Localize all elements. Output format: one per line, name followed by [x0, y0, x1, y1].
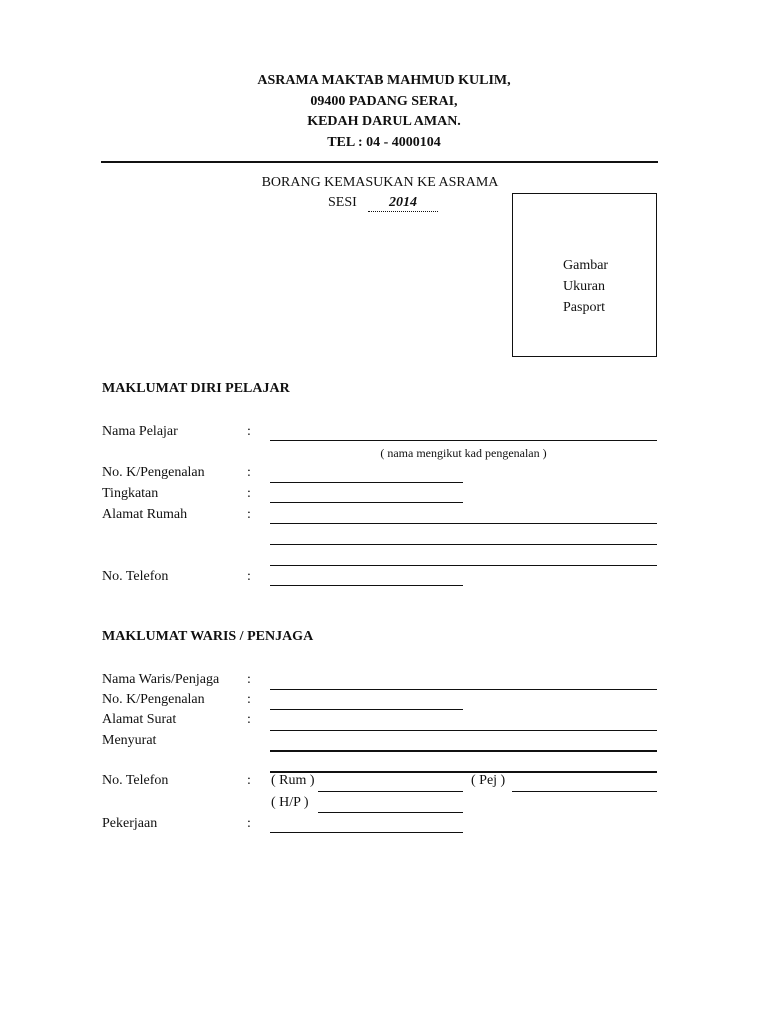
colon: :	[247, 569, 251, 584]
guardian-name-field[interactable]	[270, 689, 657, 690]
session-label: SESI	[328, 195, 357, 210]
session-value[interactable]: 2014	[368, 195, 438, 212]
student-name-hint: ( nama mengikut kad pengenalan )	[380, 446, 547, 460]
student-ic-label: No. K/Pengenalan	[102, 465, 205, 480]
student-phone-label: No. Telefon	[102, 569, 169, 584]
mobile-phone-label: ( H/P )	[271, 795, 309, 810]
photo-box-label-2: Ukuran	[563, 279, 605, 294]
colon: :	[247, 507, 251, 522]
colon: :	[247, 692, 251, 707]
guardian-address-field-2[interactable]	[270, 750, 657, 752]
guardian-address-field-3[interactable]	[270, 771, 657, 773]
student-name-label: Nama Pelajar	[102, 424, 178, 439]
photo-box-label-1: Gambar	[563, 258, 609, 273]
guardian-job-label: Pekerjaan	[102, 816, 158, 831]
colon: :	[247, 816, 251, 831]
colon: :	[247, 672, 251, 687]
school-name: ASRAMA MAKTAB MAHMUD KULIM,	[257, 73, 511, 88]
student-form-label: Tingkatan	[102, 486, 159, 501]
student-form-field[interactable]	[270, 502, 463, 503]
address-line-state: KEDAH DARUL AMAN.	[307, 114, 461, 129]
guardian-address-label-cont: Menyurat	[102, 733, 157, 748]
student-address-label: Alamat Rumah	[102, 507, 188, 522]
colon: :	[247, 486, 251, 501]
passport-photo-box	[512, 193, 657, 357]
office-phone-field[interactable]	[512, 791, 657, 792]
form-title: BORANG KEMASUKAN KE ASRAMA	[261, 175, 499, 190]
colon: :	[247, 773, 251, 788]
student-name-field[interactable]	[270, 440, 657, 441]
telephone-line: TEL : 04 - 4000104	[327, 135, 441, 150]
guardian-ic-field[interactable]	[270, 709, 463, 710]
colon: :	[247, 712, 251, 727]
student-ic-field[interactable]	[270, 482, 463, 483]
colon: :	[247, 424, 251, 439]
guardian-ic-label: No. K/Pengenalan	[102, 692, 205, 707]
office-phone-label: ( Pej )	[471, 773, 506, 788]
guardian-phone-label: No. Telefon	[102, 773, 169, 788]
student-section-heading: MAKLUMAT DIRI PELAJAR	[102, 381, 290, 396]
guardian-section-heading: MAKLUMAT WARIS / PENJAGA	[102, 629, 314, 644]
guardian-job-field[interactable]	[270, 832, 463, 833]
student-address-field-1[interactable]	[270, 523, 657, 524]
student-address-field-3[interactable]	[270, 565, 657, 566]
header-divider	[101, 161, 658, 163]
guardian-address-field-1[interactable]	[270, 730, 657, 731]
guardian-name-label: Nama Waris/Penjaga	[102, 672, 220, 687]
student-address-field-2[interactable]	[270, 544, 657, 545]
home-phone-field[interactable]	[318, 791, 463, 792]
home-phone-label: ( Rum )	[271, 773, 315, 788]
mobile-phone-field[interactable]	[318, 812, 463, 813]
guardian-address-label: Alamat Surat	[102, 712, 177, 727]
photo-box-label-3: Pasport	[563, 300, 605, 315]
student-phone-field[interactable]	[270, 585, 463, 586]
colon: :	[247, 465, 251, 480]
address-line-postcode: 09400 PADANG SERAI,	[310, 94, 458, 109]
